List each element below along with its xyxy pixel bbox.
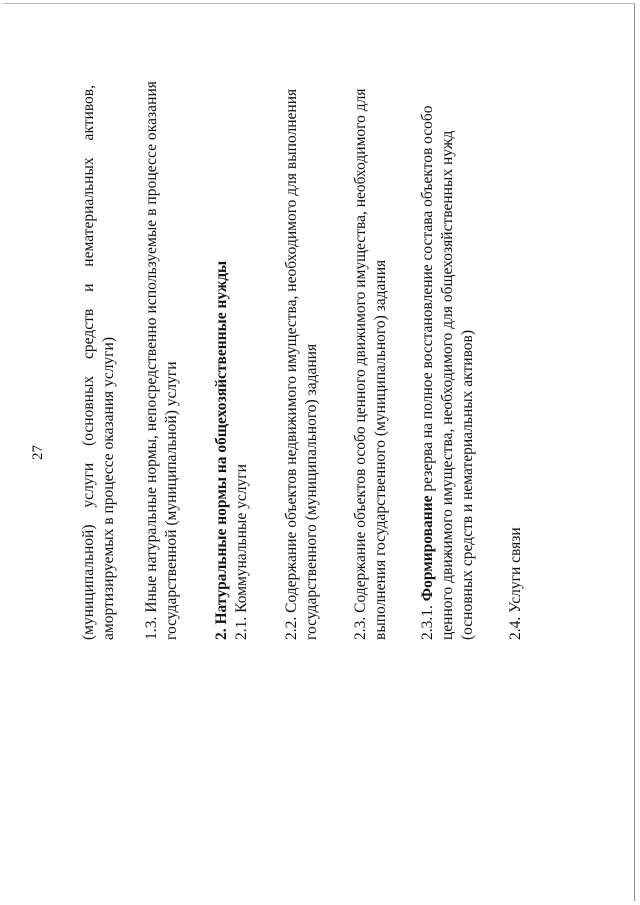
paragraph-2-3-1-bold: Формирование [419, 495, 436, 602]
paragraph-2-3-1-line-1 [418, 105, 438, 640]
word: и [80, 283, 97, 292]
word: (муниципальной) [80, 524, 97, 640]
word: средств [80, 308, 97, 359]
continuation-line-2: амортизируемых в процессе оказания услуги) [100, 337, 117, 640]
word: (основных [80, 375, 97, 446]
section-2-heading [212, 261, 232, 640]
paragraph-continuation [79, 85, 119, 640]
paragraph-2-3-1-line-2: ценного движимого имущества, необходимого для общехозяйственных нужд [439, 130, 456, 640]
paragraph-2-3-line-1: 2.3. Содержание объектов особо ценного движимого имущества, необходимого для [352, 88, 369, 640]
paragraph-2-3-1-number: 2.3.1. [419, 601, 436, 640]
section-2-1: 2.1. Коммунальные услуги [233, 464, 250, 640]
word: нематериальных [80, 157, 97, 267]
paragraph-2-4-line-1: 2.4. Услуги связи [507, 527, 524, 640]
paragraph-1-3-line-1: 1.3. Иные натуральные нормы, непосредственно используемые в процессе оказания [143, 81, 160, 640]
word: активов, [80, 85, 97, 141]
paragraph-2-2-line-2: государственного (муниципального) задания [303, 343, 320, 640]
paragraph-2-4 [506, 527, 526, 640]
paragraph-2-3-1-line-3: (основных средств и нематериальных активов) [459, 329, 476, 640]
word: услуги [80, 462, 97, 508]
section-2-heading-text: 2. Натуральные нормы на общехозяйственные нужды [213, 260, 230, 640]
paragraph-2-3-line-2: выполнения государственного (муниципального) задания [372, 259, 389, 640]
paragraph-2-3 [351, 89, 391, 640]
section-2 [212, 261, 252, 640]
paragraph-2-3-1-rest: резерва на полное восстановление состава объектов особо [419, 105, 436, 496]
page-number: 27 [30, 445, 46, 460]
paragraph-2-2 [282, 89, 322, 640]
paragraph-1-3 [142, 81, 182, 640]
paragraph-1-3-line-2: государственной (муниципальной) услуги [163, 361, 180, 640]
continuation-line-1 [79, 85, 99, 640]
paragraph-2-3-1 [418, 105, 478, 640]
paragraph-2-2-line-1: 2.2. Содержание объектов недвижимого имущества, необходимого для выполнения [283, 88, 300, 640]
